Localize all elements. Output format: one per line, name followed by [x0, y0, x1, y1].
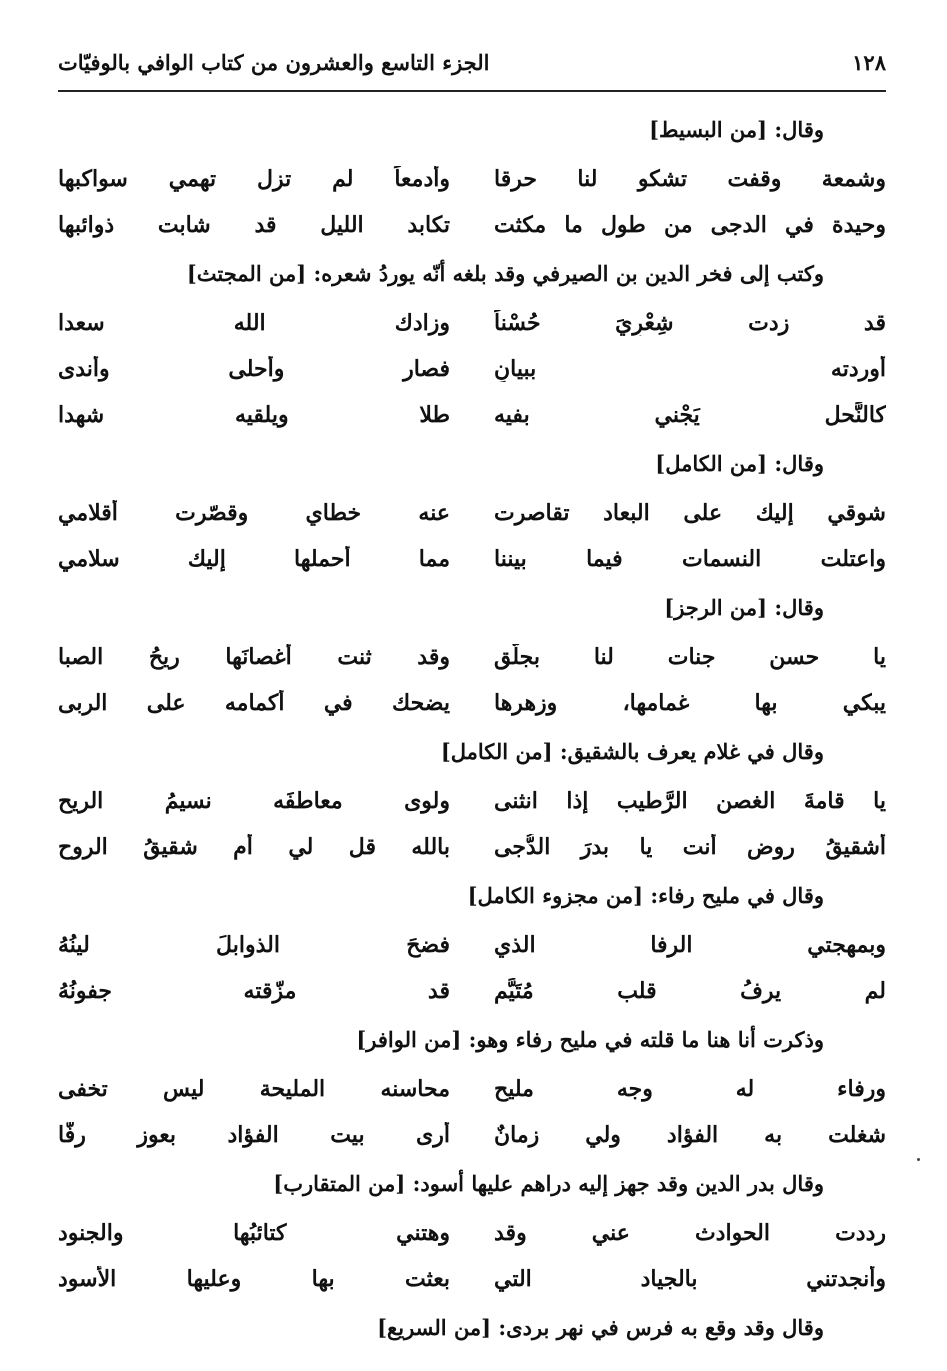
verse-intro: وقال: [من البسيط]	[649, 117, 824, 142]
first-hemistich: لم يرفُ قلب مُتَيَّمٍ	[494, 978, 886, 1004]
second-hemistich: فضحَ الذوابلَ لينُهُ	[58, 932, 450, 958]
verse-line	[58, 680, 886, 726]
verse-intro: وقال: [من الرجز]	[664, 595, 824, 620]
verse-line	[58, 1256, 886, 1302]
verse-line	[58, 1066, 886, 1112]
second-hemistich: فصار وأحلى وأندى	[58, 356, 450, 382]
verse-line	[58, 968, 886, 1014]
verse-line	[58, 778, 886, 824]
verse-intro: وقال بدر الدين وقد جهز إليه دراهم عليها أسود: [من المتقارب]	[273, 1171, 824, 1196]
second-hemistich: وأدمعاً لم تزل تهمي سواكبها	[58, 166, 450, 192]
verse-line	[58, 300, 886, 346]
first-hemistich: وأنجدتني بالجياد التي	[494, 1266, 886, 1292]
second-hemistich: طلا ويلقيه شهدا	[58, 402, 450, 428]
second-hemistich: أرى بيت الفؤاد بعوز رفّا	[58, 1122, 450, 1148]
second-hemistich: قد مزّقته جفونُهُ	[58, 978, 450, 1004]
second-hemistich: تكابد الليل قد شابت ذوائبها	[58, 212, 450, 238]
first-hemistich: أشقيقُ روضٍ أنت يا بدرَ الدُّجى	[494, 834, 886, 860]
first-hemistich: شوقي إليك على البعاد تقاصرت	[494, 500, 886, 526]
verse-line	[58, 536, 886, 582]
verse-line	[58, 490, 886, 536]
first-hemistich: أوردته ببيانٍ	[494, 356, 886, 382]
verse-line	[58, 1112, 886, 1158]
verse-line	[58, 1210, 886, 1256]
second-hemistich: وهتني كتائبُها والجنود	[58, 1220, 450, 1246]
second-hemistich: بعثت بها وعليها الأسود	[58, 1266, 450, 1292]
second-hemistich: وزادك الله سعدا	[58, 310, 450, 336]
second-hemistich: بالله قل لي أم شقيقُ الروحِ	[58, 834, 450, 860]
first-hemistich: وشمعة وقفت تشكو لنا حرقا	[494, 166, 886, 192]
verse-intro: وذكرت أنا هنا ما قلته في مليح رفاء وهو: [من الوافر]	[356, 1027, 824, 1052]
verse-intro: وكتب إلى فخر الدين بن الصيرفي وقد بلغه أنّه يوردُ شعره: [من المجتث]	[186, 261, 824, 286]
running-title: الجزء التاسع والعشرون من كتاب الوافي بالوفيّات	[58, 49, 490, 75]
first-hemistich: كالنَّحل يَجْني بفيه	[494, 402, 886, 428]
verse-line	[58, 824, 886, 870]
first-hemistich: يبكي بها غمامها، وزهرها	[494, 690, 886, 716]
verse-line	[58, 922, 886, 968]
first-hemistich: واعتلت النسمات فيما بيننا	[494, 546, 886, 572]
page-number: ١٢٨	[852, 49, 886, 75]
second-hemistich: مما أحملها إليك سلامي	[58, 546, 450, 572]
verse-intro: وقال وقد وقع به فرس في نهر بردى: [من السريع]	[377, 1315, 824, 1340]
page-header	[58, 42, 886, 82]
second-hemistich: وقد ثنت أغصانَها ريحُ الصبا	[58, 644, 450, 670]
page-body	[58, 104, 886, 1354]
first-hemistich: يا حسن جنات لنا بجلّق	[494, 644, 886, 670]
second-hemistich: يضحك في أكمامه على الربى	[58, 690, 450, 716]
second-hemistich: ولوى معاطفَه نسيمُ الريحِ	[58, 788, 450, 814]
first-hemistich: رددت الحوادث عني وقد	[494, 1220, 886, 1246]
first-hemistich: شغلت به الفؤاد ولي زمانٌ	[494, 1122, 886, 1148]
verse-line	[58, 392, 886, 438]
header-rule	[58, 90, 886, 92]
first-hemistich: وبمهجتي الرفا الذي	[494, 932, 886, 958]
verse-line	[58, 156, 886, 202]
verse-intro: وقال: [من الكامل]	[655, 451, 824, 476]
first-hemistich: ورفاء له وجه مليح	[494, 1076, 886, 1102]
verse-intro: وقال في مليح رفاء: [من مجزوء الكامل]	[467, 883, 824, 908]
verse-line	[58, 202, 886, 248]
second-hemistich: عنه خطاي وقصّرت أقلامي	[58, 500, 450, 526]
margin-dot	[917, 1158, 920, 1161]
first-hemistich: وحيدة في الدجى من طول ما مكثت	[494, 212, 886, 238]
verse-line	[58, 634, 886, 680]
verse-line	[58, 346, 886, 392]
first-hemistich: قد زدت شِعْرِيَ حُسْناً	[494, 310, 886, 336]
verse-intro: وقال في غلام يعرف بالشقيق: [من الكامل]	[440, 739, 824, 764]
second-hemistich: محاسنه المليحة ليس تخفى	[58, 1076, 450, 1102]
first-hemistich: يا قامةَ الغصن الرَّطيب إذا انثنى	[494, 788, 886, 814]
